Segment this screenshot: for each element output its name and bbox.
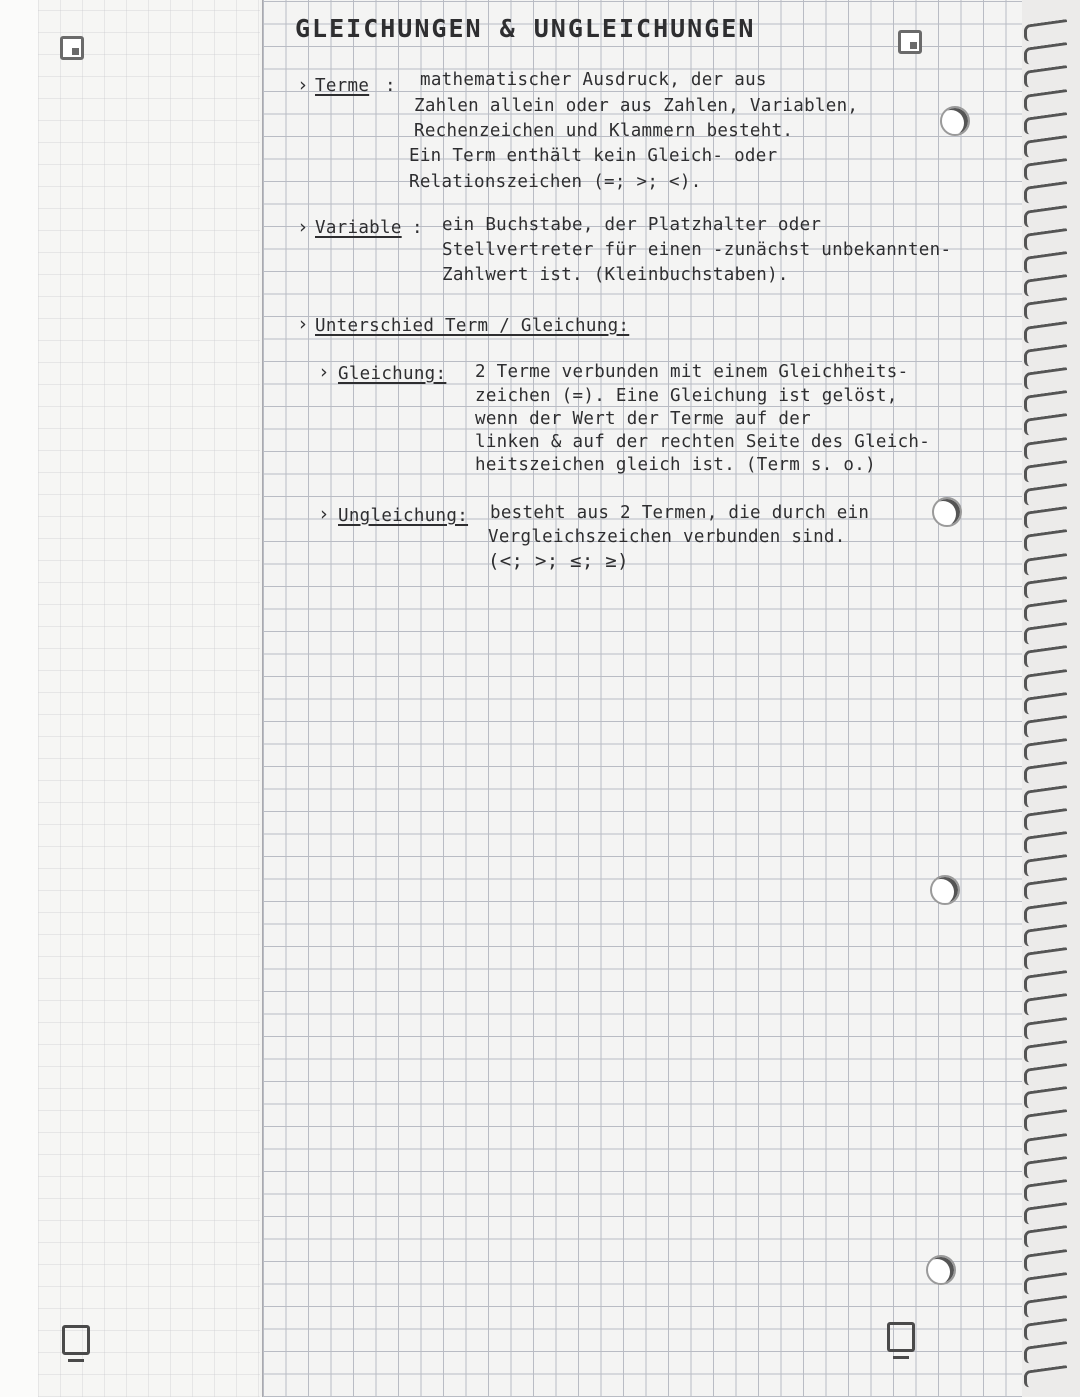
arrow-icon: › [318, 503, 330, 525]
variable-label: Variable [315, 218, 402, 238]
binding-ring-icon [1024, 1040, 1067, 1063]
binding-ring-icon [1024, 645, 1067, 668]
binding-ring-icon [1024, 1225, 1067, 1248]
binding-ring-icon [1024, 901, 1067, 924]
corner-marker-icon [60, 36, 84, 60]
binding-ring-icon [1024, 622, 1067, 645]
binding-ring-icon [1024, 1179, 1067, 1202]
binding-ring-icon [1024, 947, 1067, 970]
page-edge [0, 0, 38, 1397]
binding-ring-icon [1024, 738, 1067, 761]
arrow-icon: › [297, 216, 309, 238]
terme-line-2: Zahlen allein oder aus Zahlen, Variablen, [414, 96, 859, 116]
binding-ring-icon [1024, 89, 1067, 112]
terme-label: Terme [315, 76, 370, 96]
terme-line-4: Ein Term enthält kein Gleich- oder [409, 146, 778, 166]
punch-hole-icon [926, 1255, 956, 1285]
binding-ring-icon [1024, 19, 1067, 42]
binding-ring-icon [1024, 344, 1067, 367]
binding-ring-icon [1024, 831, 1067, 854]
binding-ring-icon [1024, 205, 1067, 228]
binding-ring-icon [1024, 1086, 1067, 1109]
binding-ring-icon [1024, 1341, 1067, 1364]
binding-ring-icon [1024, 181, 1067, 204]
binding-ring-icon [1024, 158, 1067, 181]
ungleichung-label: Ungleichung: [338, 506, 469, 526]
binding-ring-icon [1024, 1272, 1067, 1295]
binding-ring-icon [1024, 506, 1067, 529]
binding-ring-icon [1024, 970, 1067, 993]
binding-ring-icon [1024, 437, 1067, 460]
gleichung-line-1: 2 Terme verbunden mit einem Gleichheits- [475, 362, 909, 382]
binding-ring-icon [1024, 413, 1067, 436]
binding-ring-icon [1024, 576, 1067, 599]
gleichung-label: Gleichung: [338, 364, 447, 384]
binding-ring-icon [1024, 1133, 1067, 1156]
binding-ring-icon [1024, 715, 1067, 738]
punch-hole-icon [932, 497, 962, 527]
binding-ring-icon [1024, 1249, 1067, 1272]
binding-ring-icon [1024, 854, 1067, 877]
binding-ring-icon [1024, 321, 1067, 344]
binding-ring-icon [1024, 553, 1067, 576]
binding-ring-icon [1024, 785, 1067, 808]
punch-hole-icon [930, 875, 960, 905]
binding-ring-icon [1024, 390, 1067, 413]
binding-ring-icon [1024, 228, 1067, 251]
binding-ring-icon [1024, 367, 1067, 390]
arrow-icon: › [297, 313, 309, 335]
binding-ring-icon [1024, 460, 1067, 483]
binding-ring-icon [1024, 1202, 1067, 1225]
binding-ring-icon [1024, 924, 1067, 947]
binding-ring-icon [1024, 1109, 1067, 1132]
gleichung-line-3: wenn der Wert der Terme auf der [475, 409, 811, 429]
grid-paper [262, 0, 1023, 1397]
binding-ring-icon [1024, 529, 1067, 552]
binding-ring-icon [1024, 1017, 1067, 1040]
binding-ring-icon [1024, 1295, 1067, 1318]
binding-ring-icon [1024, 42, 1067, 65]
page-corner-marker-icon [898, 30, 922, 54]
binding-ring-icon [1024, 599, 1067, 622]
binding-ring-icon [1024, 877, 1067, 900]
binding-ring-icon [1024, 669, 1067, 692]
variable-line-1: ein Buchstabe, der Platzhalter oder [442, 215, 822, 235]
arrow-icon: › [297, 74, 309, 96]
binding-ring-icon [1024, 112, 1067, 135]
terme-line-5: Relationszeichen (=; >; <). [409, 172, 702, 192]
binding-ring-icon [1024, 692, 1067, 715]
binding-ring-icon [1024, 135, 1067, 158]
ungleichung-line-3: (<; >; ≤; ≥) [488, 550, 629, 572]
arrow-icon: › [318, 361, 330, 383]
variable-line-3: Zahlwert ist. (Kleinbuchstaben). [442, 265, 789, 285]
binding-ring-icon [1024, 297, 1067, 320]
binding-ring-icon [1024, 65, 1067, 88]
colon: : [412, 218, 423, 238]
terme-line-3: Rechenzeichen und Klammern besteht. [414, 121, 794, 141]
binding-ring-icon [1024, 1365, 1067, 1388]
terme-line-1: mathematischer Ausdruck, der aus [420, 70, 767, 90]
binding-ring-icon [1024, 993, 1067, 1016]
gleichung-line-4: linken & auf der rechten Seite des Gleich- [475, 432, 931, 452]
left-margin [38, 0, 260, 1397]
binding-ring-icon [1024, 1063, 1067, 1086]
binding-ring-icon [1024, 1156, 1067, 1179]
ungleichung-line-1: besteht aus 2 Termen, die durch ein [490, 503, 870, 523]
unterschied-heading: Unterschied Term / Gleichung: [315, 316, 630, 336]
binding-ring-icon [1024, 1318, 1067, 1341]
punch-hole-icon [940, 106, 970, 136]
gleichung-line-5: heitszeichen gleich ist. (Term s. o.) [475, 455, 876, 475]
spiral-binding [1022, 0, 1080, 1397]
binding-ring-icon [1024, 761, 1067, 784]
binding-ring-icon [1024, 808, 1067, 831]
ungleichung-line-2: Vergleichszeichen verbunden sind. [488, 527, 846, 547]
colon: : [385, 76, 396, 96]
page-corner-marker-bottom-icon [887, 1322, 915, 1352]
corner-marker-bottom-icon [62, 1325, 90, 1355]
gleichung-line-2: zeichen (=). Eine Gleichung ist gelöst, [475, 386, 898, 406]
binding-ring-icon [1024, 274, 1067, 297]
binding-ring-icon [1024, 483, 1067, 506]
page-title: GLEICHUNGEN & UNGLEICHUNGEN [295, 14, 756, 43]
binding-ring-icon [1024, 251, 1067, 274]
variable-line-2: Stellvertreter für einen -zunächst unbekannten- [442, 240, 952, 260]
